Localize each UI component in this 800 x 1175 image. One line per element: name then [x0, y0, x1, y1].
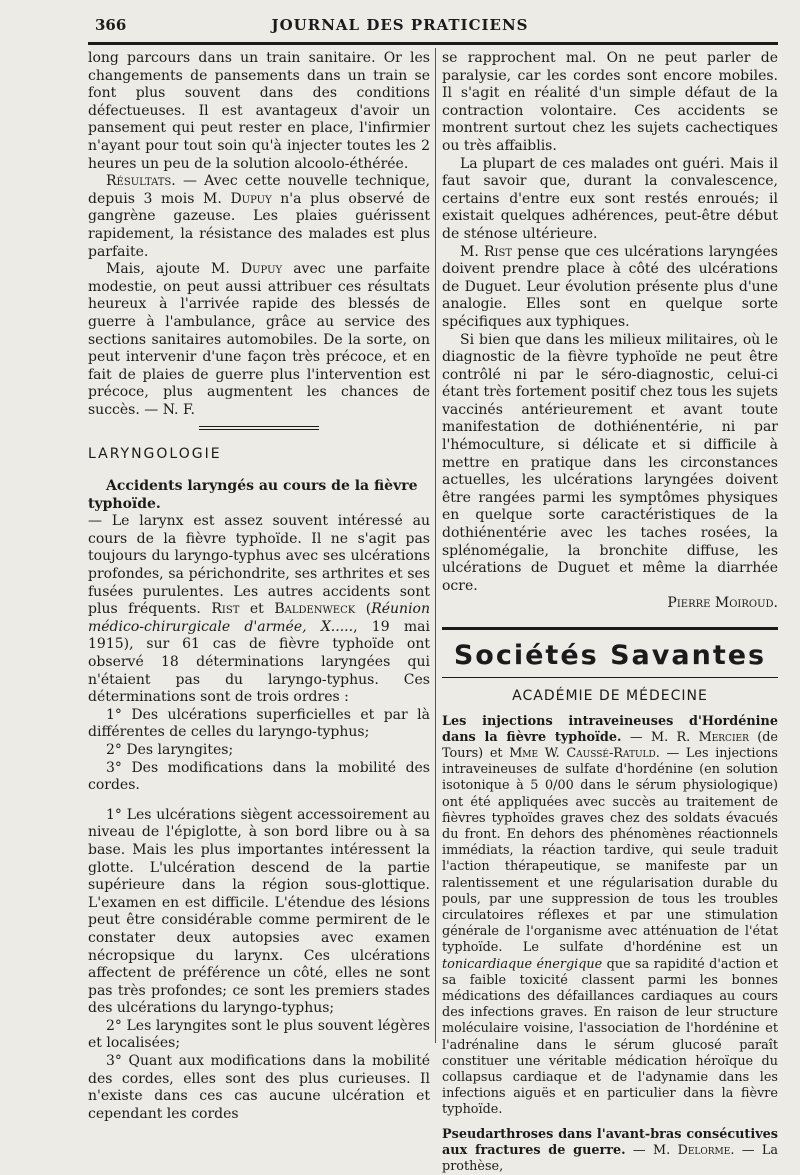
- author-name: Dupuy: [240, 261, 283, 278]
- text: — M. R.: [621, 729, 699, 745]
- paragraph: long parcours dans un train sanitaire. Or les changements de pansements dans un train se font plus souvent dans des conditions défectueuses. Il est avantageux d'avoir un pansement qui peut rester en place, l'infirmier n'ayant pour tout soin qu'à injecter toutes les 2 heures un peu de la solution alcoolo-éthérée.: [88, 50, 430, 172]
- paragraph: 2° Les laryngites sont le plus souvent légères et localisées;: [88, 1017, 430, 1052]
- author-name: Mme W. Caussé-Ratuld: [509, 746, 656, 761]
- text: (: [355, 601, 372, 618]
- text: — Avec cette nouvelle technique, depuis 3 mois M.: [88, 173, 430, 207]
- article-title: Accidents laryngés au cours de la fièvre typhoïde.: [88, 478, 418, 512]
- author-name: Delorme: [677, 1142, 731, 1158]
- text: et: [239, 601, 275, 618]
- text: que sa rapidité d'action et sa faible toxicité classent parmi les bonnes médications des défaillances cardiaques au cours des infections graves. En raison de leur structure moléculaire voisine, l'association de l'hordénine et l'adrénaline dans le sérum glucosé paraît constituer une véritable médication héroïque du collapsus cardiaque et de l'adynamie dans les infections aiguës et en particulier dans la fièvre typhoïde.: [442, 956, 778, 1118]
- page-number: 366: [95, 16, 127, 34]
- text: Mais, ajoute M.: [106, 261, 241, 278]
- results-lead: Résultats.: [106, 173, 176, 190]
- text: (de Tours) et: [442, 729, 778, 761]
- text: avec une parfaite modestie, on peut aussi attribuer ces résultats heureux à l'arrivée rapide des blessés de guerre à l'ambulance, grâce au service des sections sanitaires automobiles. De la sorte, on peut intervenir d'une façon très précoce, et en fait de plaies de guerre plus l'intervention est précoce, plus augmentent les chances de succès. — N. F.: [88, 261, 431, 418]
- paragraph: [88, 261, 430, 419]
- academy-title: ACADÉMIE DE MÉDECINE: [512, 688, 708, 704]
- text: . — Les injections intraveineuses de sulfate d'hordénine (en solution isotonique à 5 0/00 dans le sérum physiologique) ont été appliquées avec succès au traitement de fièvres typhoïdes graves chez des soldats évacués du front. En dehors des phénomènes réactionnels immédiats, la réaction tardive, qui seule traduit l'action thérapeutique, se manifeste par un ralentissement et une régularisation durable du pouls, par une suppression de tous les troubles circulatoires réflexes et par une stimulation générale de l'organisme avec atténuation de l'état typhoïde. Le sulfate d'hordénine est un: [442, 746, 778, 956]
- text: — Le larynx est assez souvent intéressé au cours de la fièvre typhoïde. Il ne s'agit pas toujours du laryngo-typhus avec ses ulcérations profondes, sa périchondrite, ses arthrites et ses fusées purulentes. Les autres accidents sont plus fréquents.: [88, 513, 430, 618]
- column-divider: [435, 48, 436, 1043]
- banner-rule-bottom: [442, 677, 778, 678]
- author-name: Baldenweck: [274, 601, 356, 618]
- emphasis: tonicardiaque énergique: [442, 956, 603, 972]
- banner-rule-top: [442, 627, 778, 630]
- spacer: [442, 1119, 778, 1127]
- paragraph: 3° Quant aux modifications dans la mobilité des cordes, elles sont des plus curieuses. Il n'existe dans ces cas aucune ulcération et cependant les cordes: [88, 1053, 430, 1122]
- paragraph: se rapprochent mal. On ne peut parler de paralysie, car les cordes sont encore mobiles. Il s'agit en réalité d'un simple défaut de la contraction volontaire. Ces accidents se montrent surtout chez les sujets cachectiques ou très affaiblis.: [442, 50, 778, 154]
- abstract-title: Pseudarthroses dans l'avant-bras consécutives aux fractures de guerre.: [442, 1126, 778, 1158]
- abstract-pseudarthroses: [442, 1127, 778, 1175]
- list-item: 2° Des laryngites;: [106, 741, 234, 758]
- text: , 19 mai 1915), sur 61 cas de fièvre typhoïde ont observé 18 déterminations laryngées qui n'étaient pas du laryngo-typhus. Ces déterminations sont de trois ordres :: [88, 618, 430, 706]
- text: — M.: [625, 1142, 678, 1158]
- text: n'a plus observé de gangrène gazeuse. Les plaies guérissent rapidement, la résistance des malades est plus parfaite.: [88, 190, 430, 260]
- left-column: [88, 50, 430, 1123]
- right-column: [442, 50, 778, 1175]
- paragraph: Si bien que dans les milieux militaires, où le diagnostic de la fièvre typhoïde ne peut être contrôlé ni par le séro-diagnostic, celui-ci étant très fortement positif chez tous les sujets vaccinés antérieurement et avant toute manifestation de dothiénentérie, ni par l'hémoculture, si délicate et si difficile à mettre en pratique dans les circonstances actuelles, les ulcérations laryngées doivent être rangées parmi les symptômes physiques en quelque sorte caractéristiques de la dothiénentérie avec les taches rosées, la splénomégalie, la bronchite diffuse, les ulcérations de Duguet et même la diarrhée ocre.: [442, 331, 778, 594]
- paragraph-results: [88, 173, 430, 261]
- paragraph: 1° Les ulcérations siègent accessoirement au niveau de l'épiglotte, à son bord libre ou à sa base. Mais les plus importantes intéressent la glotte. L'ulcération descend de la partie supérieure dans la région sous-glottique. L'examen en est difficile. L'étendue des lésions peut être considérable comme permirent de le constater deux autopsies avec examen nécropsique du larynx. Ces ulcérations affectent de préférence un côté, elles ne sont pas très profondes; ce sont les premiers stades des ulcérations du laryngo-typhus;: [88, 806, 430, 1017]
- list-item: 3° Des modifications dans la mobilité des cordes.: [88, 759, 430, 794]
- journal-title: JOURNAL DES PRATICIENS: [271, 16, 529, 34]
- author-name: Mercier: [698, 729, 749, 745]
- author-name: Rist: [211, 601, 240, 618]
- header-rule: [88, 42, 778, 45]
- paragraph: [88, 513, 430, 707]
- abstract-hordenine: [442, 714, 778, 1119]
- abstract-title: Les injections intraveineuses d'Hordénine dans la fièvre typhoïde.: [442, 713, 778, 745]
- societies-banner: Sociétés Savantes: [453, 640, 767, 671]
- author-name: Rist: [484, 243, 513, 260]
- source-reference: Réunion médico-chirurgicale d'armée, X.....: [88, 601, 430, 635]
- text: M.: [460, 243, 485, 260]
- section-title: LARYNGOLOGIE: [88, 446, 222, 463]
- section-divider: [199, 426, 319, 430]
- paragraph: [442, 244, 778, 332]
- paragraph: La plupart de ces malades ont guéri. Mais il faut savoir que, durant la convalescence, certains d'entre eux sont restés enroués; il existait quelques adhérences, peut-être début de sténose ultérieure.: [442, 155, 778, 242]
- text: pense que ces ulcérations laryngées doivent prendre place à côté des ulcérations de Duguet. Leur évolution présente plus d'une analogie. Elles sont en quelque sorte spécifiques aux typhiques.: [442, 243, 778, 330]
- author-name: Dupuy: [230, 190, 272, 207]
- running-header: [0, 14, 800, 36]
- signature: Pierre Moiroud.: [667, 595, 778, 612]
- text: . — La prothèse,: [442, 1142, 778, 1175]
- spacer: [88, 795, 430, 807]
- list-item: 1° Des ulcérations superficielles et par là différentes de celles du laryngo-typhus;: [88, 706, 430, 741]
